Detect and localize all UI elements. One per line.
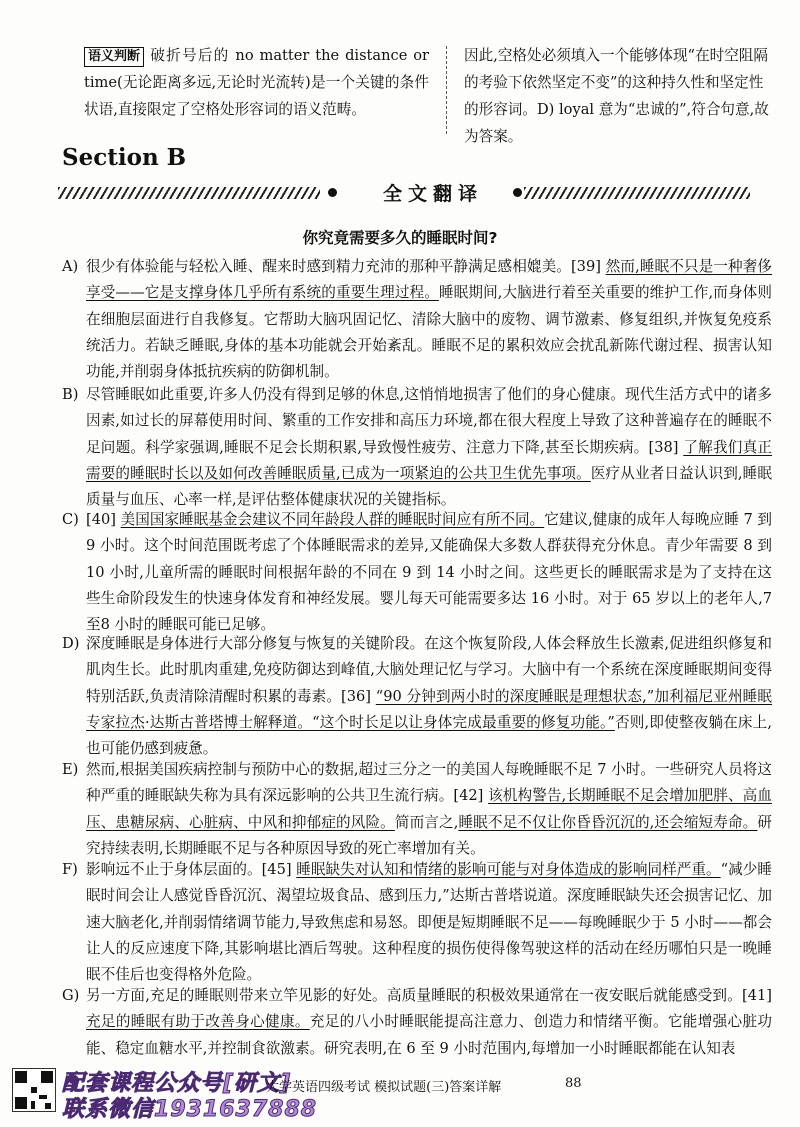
underlined-answer-sentence: 美国国家睡眠基金会建议不同年龄段人群的睡眠时间应有所不同。 (120, 511, 545, 528)
banner-dot-right (513, 188, 522, 197)
text-run: 医疗从业者日益认识到,睡眠质量与血压、心率一样,是评估整体健康状况的关键指标。 (86, 464, 772, 509)
text-run: 另一方面,充足的睡眠则带来立竿见影的好处。高质量睡眠的积极效果通常在一夜安眠后就能感受到。[41] (86, 987, 772, 1004)
text-run: 尽管睡眠如此重要,许多人仍没有得到足够的休息,这悄悄地损害了他们的身心健康。现代生活方式中的诸多因素,如过长的屏幕使用时间、繁重的工作安排和高压力环境,都在很大程度上导致了这种普遍存在的睡眠不足问题。科学家强调,睡眠不足会长期积累,导致慢性疲劳、注意力下降,甚至长期疾病。[38] (86, 386, 772, 456)
paragraph-text (86, 857, 772, 988)
underlined-answer-sentence: 了解我们真正需要的睡眠时长以及如何改善睡眠质量,已成为一项紧迫的公共卫生优先事项。 (86, 438, 772, 482)
analysis-left-text: 破折号后的 no matter the distance or time(无论距离多远,无论时光流转)是一个关键的条件状语,直接限定了空格处形容词的语义范畴。 (84, 47, 429, 118)
banner-title: 全文翻译 (382, 183, 483, 205)
underlined-answer-sentence: 该机构警告,长期睡眠不足会增加肥胖、高血压、患糖尿病、心脏病、中风和抑郁症的风险。 (86, 787, 772, 831)
underlined-answer-sentence: 睡眠缺失对认知和情绪的影响可能与对身体造成的影响同样严重。 (296, 861, 721, 878)
text-run: 充足的八小时睡眠能提高注意力、创造力和情绪平衡。它能增强心脏功能、稳定血糖水平,并控制食欲激素。研究表明,在 6 至 9 小时范围内,每增加一小时睡眠都能在认知表 (86, 1013, 772, 1057)
paragraph-text (86, 757, 772, 862)
paragraph-label: D) (62, 635, 80, 652)
paragraph-label: E) (62, 761, 79, 778)
watermark-line-1: 配套课程公众号[研文] (62, 1071, 292, 1096)
paragraph-label: B) (62, 386, 79, 403)
underlined-answer-sentence: “90 分钟到两小时的深度睡眠是理想状态,”加利福尼亚州睡眠专家拉杰·达斯古普塔博士解释道。“这个时长足以让身体完成最重要的修复功能。” (86, 687, 772, 731)
section-title: Section B (62, 144, 187, 171)
text-run: 睡眠期间,大脑进行着至关重要的维护工作,而身体则在细胞层面进行自我修复。它帮助大脑巩固记忆、清除大脑中的废物、调节激素、修复组织,并恢复免疫系统活力。若缺乏睡眠,身体的基本功能就会开始紊乱。睡眠不足的累积效应会扰乱新陈代谢过程、损害认知功能,并削弱身体抵抗疾病的防御机制。 (86, 284, 772, 381)
underlined-answer-sentence: 睡眠不足不仅让你昏昏沉沉的,还会缩短寿命。 (458, 813, 758, 831)
paragraph-text (86, 983, 772, 1062)
paragraph (62, 382, 772, 513)
paragraph-text (86, 507, 772, 638)
text-run: 否则,即使整夜躺在床上,也可能仍感到疲惫。 (86, 713, 773, 758)
analysis-right-column: 因此,空格处必须填入一个能够体现“在时空阻隔的考验下依然坚定不变”的这种持久性和坚定性的形容词。D) loyal 意为“忠诚的”,符合句意,故为答案。 (464, 47, 769, 145)
paragraph-label: C) (62, 511, 79, 528)
paragraph (62, 631, 772, 762)
text-run: 研究持续表明,长期睡眠不足与各种原因导致的死亡率增加有关。 (86, 813, 772, 857)
paragraph (62, 254, 772, 385)
column-divider (446, 46, 447, 134)
footer-text: 大学英语四级考试 模拟试题(三)答案详解 (266, 1080, 502, 1095)
paragraph-label: F) (62, 861, 78, 878)
paragraph-text (86, 631, 772, 762)
paragraph-label: G) (62, 987, 80, 1004)
article-title: 你究竟需要多久的睡眠时间? (302, 229, 498, 247)
text-run: [40] (86, 511, 121, 528)
banner-dot-left (328, 188, 337, 197)
text-run: “减少睡眠时间会让人感觉昏昏沉沉、渴望垃圾食品、感到压力,”达斯古普塔说道。深度睡眠缺失还会损害记忆、加速大脑老化,并削弱情绪调节能力,导致焦虑和易怒。即便是短期睡眠不足——每晚睡眠少于 5 小时——都会让人的反应速度下降,其影响堪比酒后驾驶。这种程度的损伤使得像驾驶这样的活动在经历哪怕只是一晚睡眠不佳后也变得格外危险。 (86, 861, 772, 984)
paragraph-label: A) (62, 258, 79, 275)
underlined-answer-sentence: 充足的睡眠有助于改善身心健康。 (86, 1013, 310, 1031)
paragraph (62, 757, 772, 862)
page-number: 88 (565, 1076, 582, 1091)
analysis-box (84, 42, 769, 145)
analysis-left-column (84, 42, 429, 138)
semantic-judgement-label: 语义判断 (84, 47, 144, 67)
text-run: 影响远不止于身体层面的。[45] (86, 861, 297, 878)
paragraph (62, 983, 772, 1062)
text-run: 深度睡眠是身体进行大部分修复与恢复的关键阶段。在这个恢复阶段,人体会释放生长激素,促进组织修复和肌肉生长。此时肌肉重建,免疫防御达到峰值,大脑处理记忆与学习。大脑中有一个系统在深度睡眠期间变得特别活跃,负责清除清醒时积累的毒素。[36] (86, 635, 772, 705)
paragraph (62, 857, 772, 988)
text-run: 它建议,健康的成年人每晚应睡 7 到 9 小时。这个时间范围既考虑了个体睡眠需求的差异,又能确保大多数人群获得充分休息。青少年需要 8 到 10 小时,儿童所需的睡眠时间根据年龄的不同在 9 到 14 小时之间。这些更长的睡眠需求是为了支持在这些生命阶段发生的快速身体发育和神经发展。婴儿每天可能需要多达 16 小时。对于 65 岁以上的老年人,7 至8 小时的睡眠可能已足够。 (86, 511, 772, 634)
banner-hatch-right (524, 187, 750, 199)
paragraph-text (86, 382, 772, 513)
watermark-line-2: 联系微信1931637888 (62, 1097, 318, 1122)
underlined-answer-sentence: 然而,睡眠不只是一种奢侈享受——它是支撑身体几乎所有系统的重要生理过程。 (86, 258, 772, 302)
translation-banner (58, 181, 750, 207)
paragraph (62, 507, 772, 638)
text-run: 简而言之, (394, 813, 459, 831)
qr-code-icon (12, 1068, 56, 1112)
banner-hatch-left (58, 187, 320, 199)
footer (0, 1068, 800, 1127)
text-run: 然而,根据美国疾病控制与预防中心的数据,超过三分之一的美国人每晚睡眠不足 7 小时。一些研究人员将这种严重的睡眠缺失称为具有深远影响的公共卫生流行病。[42] (86, 761, 772, 805)
text-run: 很少有体验能与轻松入睡、醒来时感到精力充沛的那种平静满足感相媲美。[39] (86, 258, 606, 275)
paragraph-text (86, 254, 772, 385)
